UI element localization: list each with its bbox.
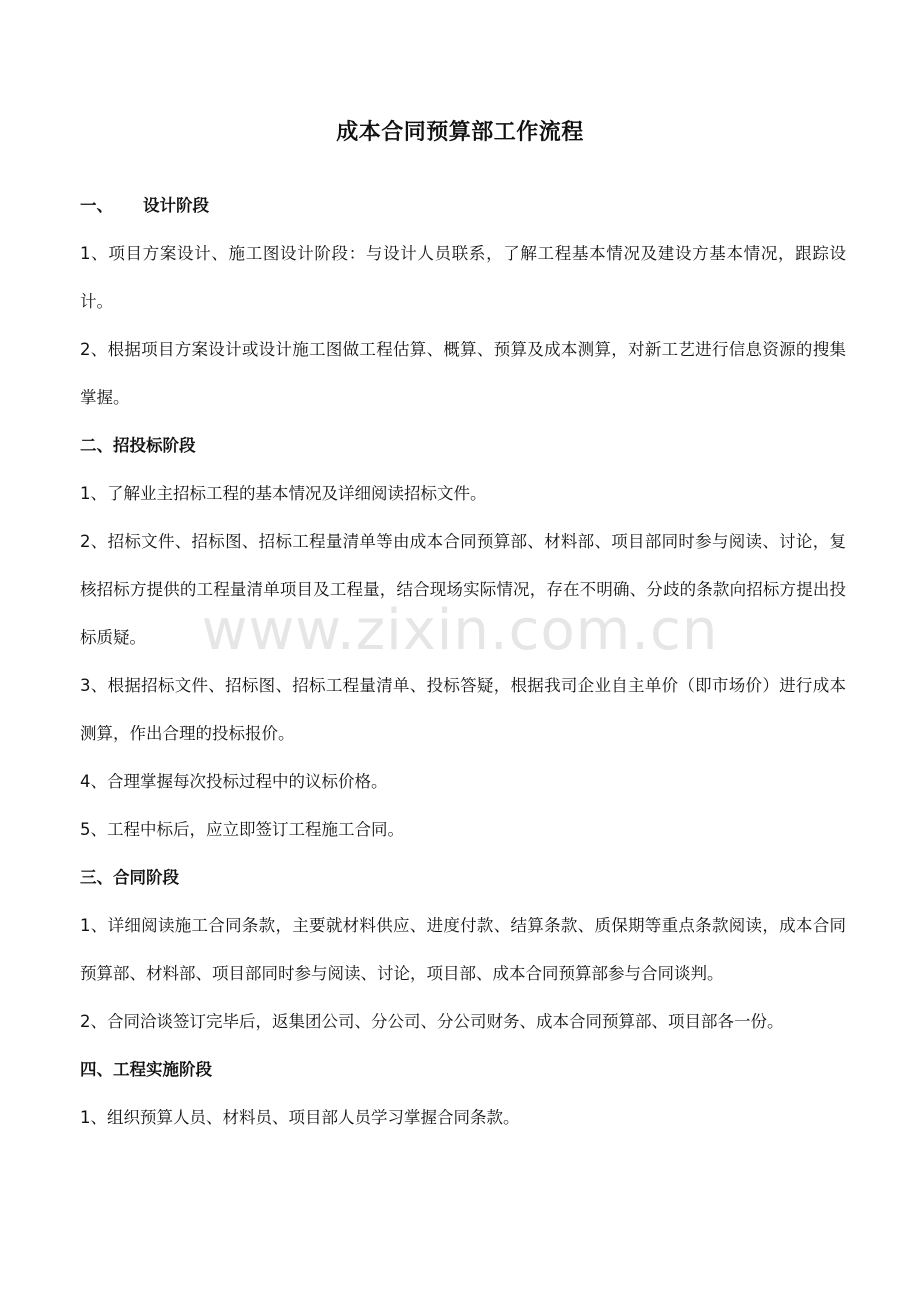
- section-bidding: [80, 430, 846, 854]
- section-number: 一、: [80, 196, 113, 215]
- section-number: 四、: [80, 1060, 113, 1079]
- document-body: [80, 190, 846, 1150]
- paragraph: 1、组织预算人员、材料员、项目部人员学习掌握合同条款。: [80, 1108, 520, 1127]
- paragraph: 5、工程中标后，应立即签订工程施工合同。: [80, 820, 404, 839]
- section-heading: [80, 862, 846, 894]
- watermark: www.zixin.com.cn: [201, 598, 719, 663]
- paragraph: 2、招标文件、招标图、招标工程量清单等由成本合同预算部、材料部、项目部同时参与阅读、讨论，复核招标方提供的工程量清单项目及工程量，结合现场实际情况，存在不明确、分歧的条款向招标方提出投标质疑。: [80, 532, 846, 647]
- section-title: 合同阶段: [113, 868, 179, 887]
- page-title: 成本合同预算部工作流程: [336, 120, 584, 145]
- section-heading: [80, 190, 846, 222]
- paragraph: 1、了解业主招标工程的基本情况及详细阅读招标文件。: [80, 484, 487, 503]
- section-title: 设计阶段: [143, 196, 209, 215]
- section-number: 二、: [80, 436, 113, 455]
- paragraph: 3、根据招标文件、招标图、招标工程量清单、投标答疑，根据我司企业自主单价（即市场价）进行成本测算，作出合理的投标报价。: [80, 676, 846, 743]
- paragraph: 1、项目方案设计、施工图设计阶段：与设计人员联系，了解工程基本情况及建设方基本情况，跟踪设计。: [80, 244, 846, 311]
- section-contract: [80, 862, 846, 1046]
- section-implementation: [80, 1054, 846, 1142]
- section-title: 招投标阶段: [113, 436, 196, 455]
- section-heading: [80, 430, 846, 462]
- section-heading: [80, 1054, 846, 1086]
- paragraph: 4、合理掌握每次投标过程中的议标价格。: [80, 772, 388, 791]
- section-design: [80, 190, 846, 422]
- paragraph: 2、合同洽谈签订完毕后，返集团公司、分公司、分公司财务、成本合同预算部、项目部各一份。: [80, 1012, 784, 1031]
- section-number: 三、: [80, 868, 113, 887]
- paragraph: 1、详细阅读施工合同条款，主要就材料供应、进度付款、结算条款、质保期等重点条款阅读，成本合同预算部、材料部、项目部同时参与阅读、讨论，项目部、成本合同预算部参与合同谈判。: [80, 916, 846, 983]
- section-title: 工程实施阶段: [113, 1060, 212, 1079]
- paragraph: 2、根据项目方案设计或设计施工图做工程估算、概算、预算及成本测算，对新工艺进行信息资源的搜集掌握。: [80, 340, 846, 407]
